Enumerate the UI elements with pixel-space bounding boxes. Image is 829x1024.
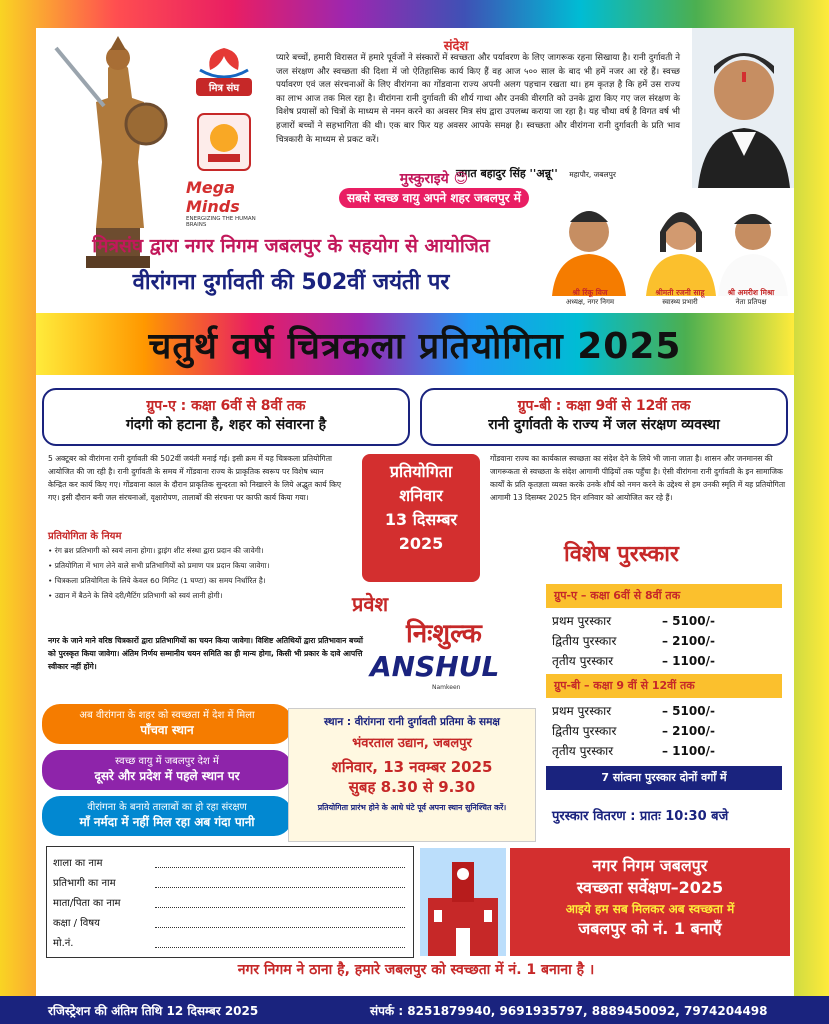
prize-amount: – 5100/- <box>662 614 715 628</box>
group-a-heading: ग्रुप-ए : कक्षा 6वीं से 8वीं तक <box>146 398 306 414</box>
prize-row-b2 <box>552 722 782 739</box>
prize-distribution-time: पुरस्कार वितरण : प्रातः 10:30 बजे <box>552 809 729 824</box>
pill-line: अब वीरांगना के शहर को स्वच्छता में देश में मिला <box>79 710 255 721</box>
competition-year: 2025 <box>398 534 444 553</box>
sponsor-sub: Namkeen <box>432 684 461 691</box>
prize-row-a1 <box>552 612 782 629</box>
venue-location: स्थान : वीरांगना रानी दुर्गावती प्रतिमा के समक्ष <box>324 716 500 728</box>
pill-highlight: पाँचवा स्थान <box>140 723 194 737</box>
group-b-heading: ग्रुप-बी : कक्षा 9वीं से 12वीं तक <box>517 398 691 414</box>
pill-line: वीरांगना के बनाये तालाबों का हो रहा संरक्षण <box>87 802 247 813</box>
organized-by: मित्रसंघ द्वारा नगर निगम जबलपुर के सहयोग से आयोजित <box>92 235 490 257</box>
registration-deadline: रजिस्ट्रेशन की अंतिम तिथि 12 दिसम्बर 2025 <box>48 1004 259 1018</box>
person-role-3: नेता प्रतिपक्ष <box>735 298 767 306</box>
venue-garden: भंवरताल उद्यान, जबलपुर <box>352 736 472 751</box>
person-name-3: श्री अमरीश मिश्रा <box>727 288 775 297</box>
contact-numbers: संपर्क : 8251879940, 9691935797, 8889450092, 7974204498 <box>370 1004 768 1018</box>
prize-amount: – 1100/- <box>662 654 715 668</box>
form-line-mobile[interactable] <box>155 937 405 948</box>
prize-group-a: ग्रुप-ए – कक्षा 6वीं से 8वीं तक <box>546 584 782 608</box>
consolation-prizes: 7 सांत्वना पुरस्कार दोनों वर्गों में <box>546 766 782 790</box>
nagar-nigam-title: नगर निगम जबलपुर <box>592 856 708 875</box>
form-line-school[interactable] <box>155 857 405 868</box>
main-title: चतुर्थ वर्ष चित्रकला प्रतियोगिता 2025 <box>148 326 682 367</box>
venue-date: शनिवार, 13 नवम्बर 2025 <box>331 758 493 776</box>
mayor-photo <box>692 28 794 188</box>
rule-item: • प्रतियोगिता में भाग लेने वाले सभी प्रतिभागियों को प्रमाण पत्र प्रदान किया जावेगा। <box>48 561 270 570</box>
prize-row-a2 <box>552 632 782 649</box>
jayanti-heading: वीरांगना दुर्गावती की 502वीं जयंती पर <box>132 270 450 295</box>
prize-label: द्वितीय पुरस्कार <box>552 724 617 738</box>
selection-note: नगर के जाने माने वरिष्ठ चित्रकारों द्वारा प्रतिभागियों का चयन किया जावेगा। विशिष्ट अतिथियों द्वारा प्रतिभावान बच्चों को पुरस्कृत किया जावेगा। अंतिम निर्णय सम्मानीय चयन समिति का ही मान्य होगा, किसी भी प्रकार के दावे आपत्ति स्वीकार नहीं होंगे। <box>48 636 363 671</box>
venue-box <box>288 708 536 842</box>
group-b-box <box>420 388 788 446</box>
signatory-name: जगत बहादुर सिंह ''अन्नू'' <box>456 167 558 180</box>
venue-note: प्रतियोगिता प्रारंभ होने के आधे घंटे पूर्व अपना स्थान सुनिश्चित करें। <box>317 803 507 812</box>
prize-label: तृतीय पुरस्कार <box>552 654 614 668</box>
prize-group-b: ग्रुप-बी – कक्षा 9 वीं से 12वीं तक <box>546 674 782 698</box>
poster-sheet <box>36 28 794 996</box>
prizes-title: विशेष पुरस्कार <box>564 542 679 567</box>
form-label-school: शाला का नाम <box>53 858 103 869</box>
prize-amount: – 1100/- <box>662 744 715 758</box>
bottom-slogan: नगर निगम ने ठाना है, हमारे जबलपुर को स्वच्छता में नं. 1 बनाना है । <box>237 962 595 978</box>
sandesh-title: संदेश <box>443 39 469 54</box>
achievement-pill-3 <box>42 796 292 836</box>
prize-label: प्रथम पुरस्कार <box>552 614 612 628</box>
entry-label: प्रवेश <box>352 592 389 616</box>
achievement-pill-1 <box>42 704 292 744</box>
group-a-topic: गंदगी को हटाना है, शहर को संवारना है <box>125 417 327 433</box>
clean-air-line: सबसे स्वच्छ वायु अपने शहर जबलपुर में <box>339 188 529 208</box>
rules-list <box>48 543 348 603</box>
svg-text:मित्र संघ: मित्र संघ <box>208 83 240 94</box>
entry-free: निःशुल्क <box>406 619 482 649</box>
registration-form <box>46 846 414 958</box>
form-label-mobile: मो.नं. <box>53 938 74 949</box>
municipal-building-image <box>420 848 506 956</box>
person-role-2: स्वास्थ्य प्रभारी <box>662 298 698 306</box>
rule-item: • उद्यान में बैठने के लिये दरी/मैटिंग प्रतिभागी को स्वयं लानी होगी। <box>48 591 223 600</box>
group-b-topic: रानी दुर्गावती के राज्य में जल संरक्षण व्यवस्था <box>488 417 720 433</box>
appeal-line: आइये हम सब मिलकर अब स्वच्छता में <box>565 902 735 916</box>
pill-highlight: माँ नर्मदा में नहीं मिल रहा अब गंदा पानी <box>79 815 255 829</box>
sandesh-body: प्यारे बच्चों, हमारी विरासत में हमारे पूर्वजों ने संस्कारों में स्वच्छता और पर्यावरण के लिए जागरूक रहना सिखाया है। रानी दुर्गावती ने जल संरक्षण और स्वच्छता की दिशा में जो ऐतिहासिक कार्य किए हैं वह आज ५०० साल के बाद भी हमें नजर आ रहे हैं। स्वच्छ पर्यावरण एवं जल संरचनाओं के लिए वीरांगना का गोंडवाना राज्य अपनी अलग पहचान रखता था। हम कृतज्ञ है कि हमें उस राज्य का लाभ आज तक मिल रहा है। वीरांगना रानी दुर्गावती की शौर्य गाथा और उनकी वीरगति को उनके द्वारा किए गए जल संरक्षण के विशेष प्रयासों को चित्रों के माध्यम से नमन करने का अवसर मित्र संघ द्वारा उपलब्ध कराया जा रहा है। यह चौथा वर्ष है विगत वर्ष भी हजारों बच्चों ने सहभागिता की थी। एक बार फिर यह अवसर आपके समक्ष है। स्वच्छता और वीरांगना रानी दुर्गावती के प्रति भाव चित्रकारी के माध्यम से प्रकट करें। <box>276 53 680 145</box>
form-label-participant: प्रतिभागी का नाम <box>53 878 116 889</box>
nagar-nigam-box <box>510 848 790 956</box>
venue-time: सुबह 8.30 से 9.30 <box>348 778 476 796</box>
prize-row-b3 <box>552 742 782 759</box>
prize-amount: – 2100/- <box>662 724 715 738</box>
competition-day: शनिवार <box>399 486 443 505</box>
competition-label: प्रतियोगिता <box>389 462 453 481</box>
survey-title: स्वच्छता सर्वेक्षण–2025 <box>576 878 724 897</box>
person-photo-1 <box>548 196 630 296</box>
pill-highlight: दूसरे और प्रदेश में पहले स्थान पर <box>94 769 240 783</box>
signatory-role: महापौर, जबलपुर <box>569 170 616 179</box>
mitra-sangh-logo <box>188 42 260 100</box>
prize-row-a3 <box>552 652 782 669</box>
form-line-parent[interactable] <box>155 897 405 908</box>
prize-label: प्रथम पुरस्कार <box>552 704 612 718</box>
achievement-pill-2 <box>42 750 292 790</box>
mega-minds-text: Mega Minds <box>186 178 240 216</box>
person-caption-3 <box>708 288 794 307</box>
rules-title: प्रतियोगिता के नियम <box>48 531 122 542</box>
person-caption-1 <box>544 288 636 307</box>
person-name-2: श्रीमती रजनी साहू <box>655 288 705 297</box>
mega-minds-logo <box>186 178 266 228</box>
clean-air-slogan <box>304 170 564 208</box>
sponsor-logo: ANSHUL <box>370 650 500 683</box>
prize-amount: – 5100/- <box>662 704 715 718</box>
prize-label: तृतीय पुरस्कार <box>552 744 614 758</box>
form-line-participant[interactable] <box>155 877 405 888</box>
competition-date-box <box>362 454 480 582</box>
description-right: गोंडवाना राज्य का कार्यकाल स्वच्छता का संदेश देने के लिये भी जाना जाता है। शासन और जनमानस की जागरूकता से स्वच्छता के संदेश आगामी पीढ़ियों तक पहुँचा है। ऐसी वीरांगना रानी दुर्गावती के इन सामाजिक कार्यों के प्रति कृतज्ञता व्यक्त करके उनके शौर्य को नमन करने के उद्देश्य से हम उनकी स्मृति में यह प्रतियोगिता आगामी 13 दिसम्बर 2025 दिन शनिवार को आयोजित कर रहे हैं। <box>490 454 786 502</box>
rule-item: • चित्रकला प्रतियोगिता के लिये केवल 60 मिनिट (1 घण्टा) का समय निर्धारित है। <box>48 576 266 585</box>
description-left: 5 अक्टूबर को वीरांगना रानी दुर्गावती की 502वीं जयंती मनाई गई। इसी क्रम में यह चित्रकला प्रतियोगिता आयोजित की जा रही है। रानी दुर्गावती के समय में गोंडवाना राज्य के प्राकृतिक स्वरूप पर विशेष ध्यान केन्द्रित कर कार्य किए गए। गोंडवाना काल के दौरान प्राकृतिक सुन्दरता को निखारने के लिये अद्भुत कार्य किए गए। इसी दौरान बनी जल संरचनाओं, वृक्षारोपण, तालाबों की संरचना पर काफी कार्य किया गया। <box>48 454 342 502</box>
competition-date: 13 दिसम्बर <box>384 510 458 529</box>
prize-amount: – 2100/- <box>662 634 715 648</box>
group-a-box <box>42 388 410 446</box>
appeal-line-2: जबलपुर को नं. 1 बनाएँ <box>578 919 722 938</box>
person-photo-3 <box>712 196 794 296</box>
prize-label: द्वितीय पुरस्कार <box>552 634 617 648</box>
rule-item: • रंग ब्रश प्रतिभागी को स्वयं लाना होगा। ड्राइंग शीट संस्था द्वारा प्रदान की जावेगी। <box>48 546 264 555</box>
form-label-parent: माता/पिता का नाम <box>53 898 121 909</box>
form-label-class: कक्षा / विषय <box>53 918 100 929</box>
person-photo-2 <box>640 196 722 296</box>
mega-minds-tagline: ENERGIZING THE HUMAN BRAINS <box>186 216 256 228</box>
smile-line: मुस्कुराइये 😊 <box>399 171 469 187</box>
person-role-1: अध्यक्ष, नगर निगम <box>565 298 615 306</box>
prize-row-b1 <box>552 702 782 719</box>
form-line-class[interactable] <box>155 917 405 928</box>
pill-line: स्वच्छ वायु में जबलपुर देश में <box>115 756 219 767</box>
person-name-1: श्री रिंकू विज <box>572 288 608 297</box>
municipal-seal-logo <box>188 110 260 174</box>
